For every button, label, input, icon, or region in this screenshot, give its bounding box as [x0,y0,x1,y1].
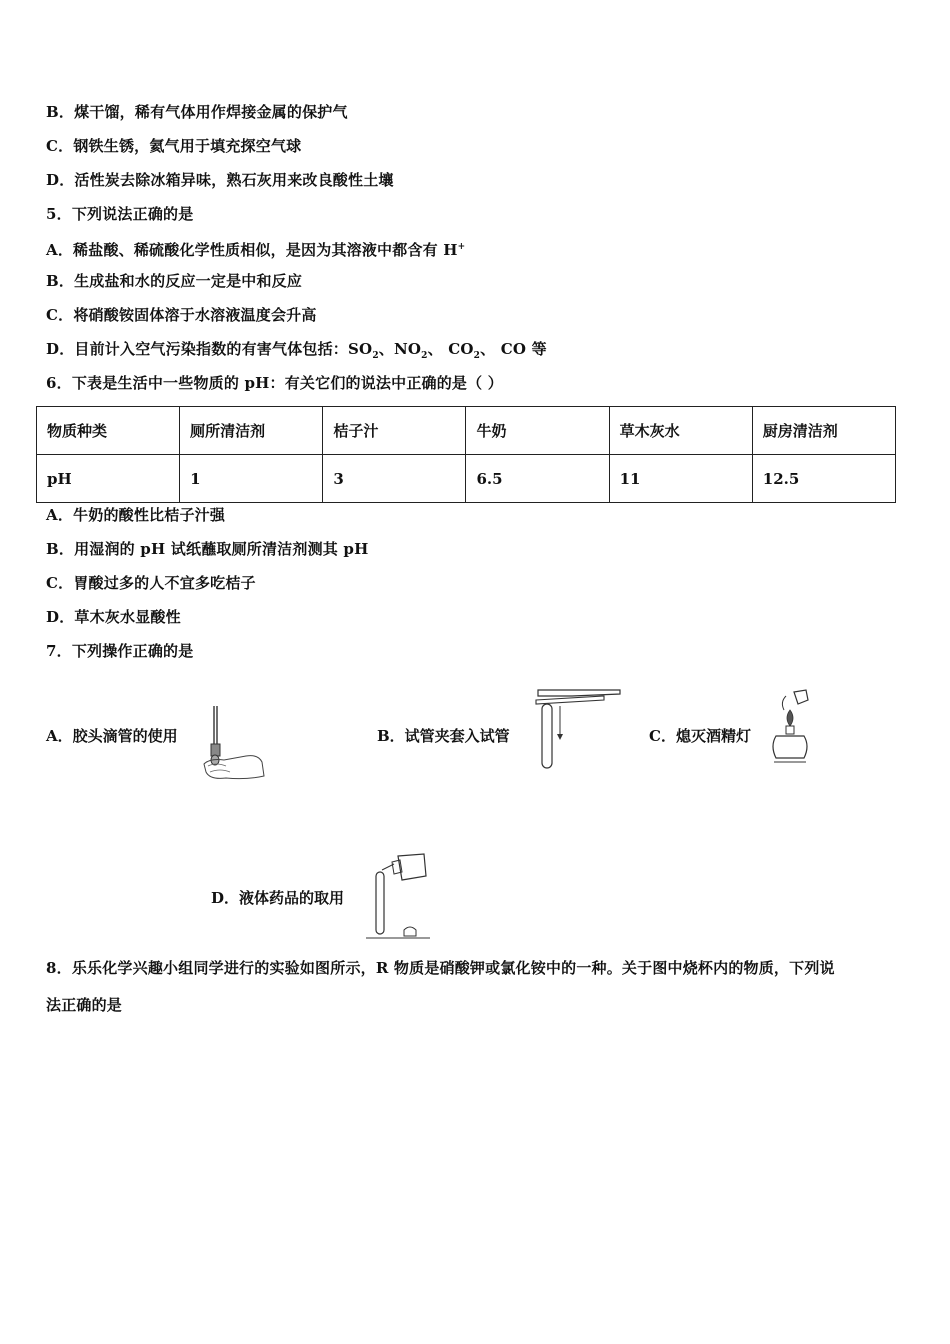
q8-stem-line2: 法正确的是 [46,996,123,1014]
table-header-row [37,407,896,455]
alcohol-lamp-figure [764,688,816,770]
q4-option-c: C．钢铁生锈，氦气用于填充探空气球 [46,137,302,155]
table-row [37,455,896,503]
q7-option-d: D．液体药品的取用 [211,889,345,907]
table-cell: 12.5 [752,455,895,503]
q5-option-c: C．将硝酸铵固体溶于水溶液温度会升高 [46,306,317,324]
q6-option-b: B．用湿润的 pH 试纸蘸取厕所清洁剂测其 pH [46,540,369,558]
subscript: 2 [473,351,481,361]
table-header-cell: 草木灰水 [609,407,752,455]
table-header-cell: 厕所清洁剂 [180,407,323,455]
q5-option-d-part: 、 CO 等 [480,340,547,358]
q4-option-d: D．活性炭去除冰箱异味，熟石灰用来改良酸性土壤 [46,171,394,189]
q6-option-d: D．草木灰水显酸性 [46,608,181,626]
q6-option-c: C．胃酸过多的人不宜多吃桔子 [46,574,256,592]
table-cell: 3 [323,455,466,503]
q5-option-a [46,237,465,260]
q5-option-d [46,339,547,366]
q8-stem-line1: 8．乐乐化学兴趣小组同学进行的实验如图所示，R 物质是硝酸钾或氯化铵中的一种。关于图中烧杯内的物质，下列说 [46,959,835,977]
table-header-cell: 厨房清洁剂 [752,407,895,455]
ph-table [36,406,896,503]
table-cell: 6.5 [466,455,609,503]
table-header-cell: 桔子汁 [323,407,466,455]
table-cell: pH [37,455,180,503]
test-tube-holder-figure [532,684,624,776]
table-header-cell: 物质种类 [37,407,180,455]
q6-stem: 6．下表是生活中一些物质的 pH：有关它们的说法中正确的是（ ） [46,374,503,392]
table-header-cell: 牛奶 [466,407,609,455]
q5-option-a-text: A．稀盐酸、稀硫酸化学性质相似，是因为其溶液中都含有 H [46,241,458,259]
q7-stem: 7．下列操作正确的是 [46,642,194,660]
q7-option-a: A．胶头滴管的使用 [46,727,178,745]
q5-option-b: B．生成盐和水的反应一定是中和反应 [46,272,303,290]
q5-option-d-part: 、 CO [427,340,474,358]
q7-option-b: B．试管夹套入试管 [377,727,510,745]
q7-option-c: C．熄灭酒精灯 [649,727,751,745]
q6-option-a: A．牛奶的酸性比桔子汁强 [46,506,226,524]
table-cell: 1 [180,455,323,503]
dropper-figure [196,700,268,790]
superscript: + [457,242,466,252]
q4-option-b: B．煤干馏，稀有气体用作焊接金属的保护气 [46,103,348,121]
q5-stem: 5．下列说法正确的是 [46,205,194,223]
q5-option-d-part: D．目前计入空气污染指数的有害气体包括：SO [46,340,373,358]
q5-option-d-part: 、NO [378,340,422,358]
subscript: 2 [372,351,379,361]
liquid-pouring-figure [362,850,434,942]
table-cell: 11 [609,455,752,503]
subscript: 2 [421,351,428,361]
